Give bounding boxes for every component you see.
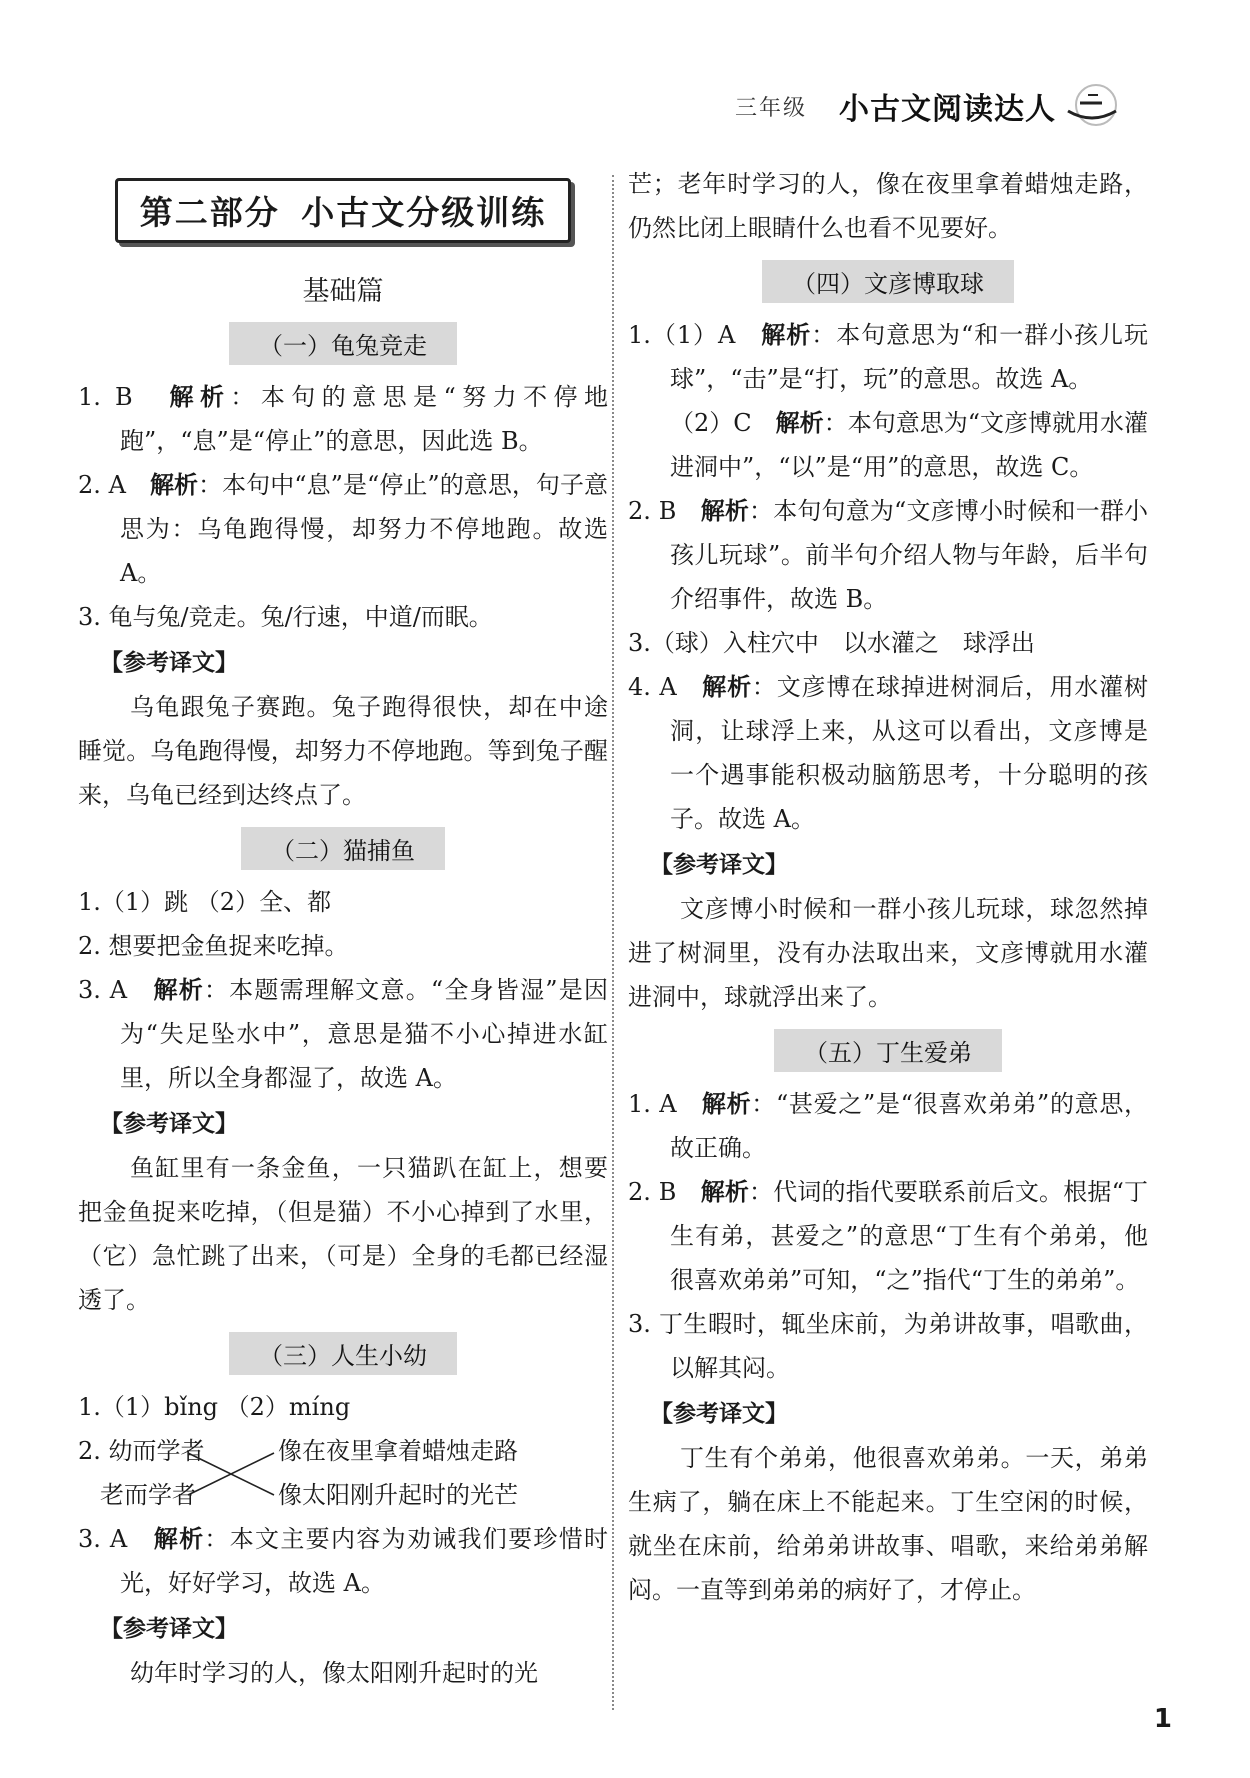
page-number: 1 [1153,1704,1172,1734]
left-column [78,170,608,1695]
reference-text: 幼年时学习的人，像太阳刚升起时的光 [130,1659,538,1687]
answer-item: 3.（球）入柱穴中 以水灌之 球浮出 [628,629,1035,657]
reference-text: 丁生有个弟弟，他很喜欢弟弟。一天，弟弟生病了，躺在床上不能起来。丁生空闲的时候，就坐在床前，给弟弟讲故事、唱歌，来给弟弟解闷。一直等到弟弟的病好了，才停止。 [628,1444,1148,1604]
reference-label: 【参考译文】 [100,650,238,676]
right-column [628,170,1148,1612]
grade-label: 三年级 [734,95,807,121]
answer-item: （2）C 解析：本句意思为“文彦博就用水灌进洞中”，“以”是“用”的意思，故选 C。 [670,409,1149,481]
reference-label: 【参考译文】 [100,1616,238,1642]
reference-label: 【参考译文】 [650,1401,788,1427]
answer-item: 3. A 解析：本文主要内容为劝诫我们要珍惜时光，好好学习，故选 A。 [78,1525,609,1597]
section-title-4: （四）文彦博取球 [762,260,1014,303]
matching-answer [78,1429,608,1517]
match-left-1: 2. 幼而学者 [78,1437,205,1465]
answer-item: 4. A 解析：文彦博在球掉进树洞后，用水灌树洞，让球浮上来，从这可以看出，文彦博是一个遇事能积极动脑筋思考，十分聪明的孩子。故选 A。 [628,673,1149,833]
reference-label: 【参考译文】 [650,852,788,878]
match-right-1: 像在夜里拿着蜡烛走路 [278,1437,518,1465]
book-title: 小古文阅读达人 [839,92,1056,127]
answer-item: 2. B 解析：代词的指代要联系前后文。根据“丁生有弟，甚爱之”的意思“丁生有个弟弟，他很喜欢弟弟”可知，“之”指代“丁生的弟弟”。 [628,1178,1149,1294]
answer-item: 1. B 解析：本句的意思是“努力不停地跑”，“息”是“停止”的意思，因此选 B。 [78,383,608,455]
answer-item: 3. 丁生暇时，辄坐床前，为弟讲故事，唱歌曲，以解其闷。 [628,1310,1148,1382]
answer-item: 2. A 解析：本句中“息”是“停止”的意思，句子意思为：乌龟跑得慢，却努力不停地跑。故选 A。 [78,471,609,587]
answer-item: 3. 龟与兔/竞走。兔/行速，中道/而眠。 [78,603,493,631]
section-title-2: （二）猫捕鱼 [241,827,445,870]
section-title-1: （一）龟兔竞走 [229,322,457,365]
part-title-part: 第二部分 [139,193,280,232]
section-title-3: （三）人生小幼 [229,1332,457,1375]
page-header [735,78,1120,134]
part-title-name: 小古文分级训练 [301,193,547,232]
basic-section-title: 基础篇 [302,276,384,307]
answer-item: 1.（1）bǐng （2）míng [78,1393,351,1421]
reference-text-continued: 芒；老年时学习的人，像在夜里拿着蜡烛走路，仍然比闭上眼睛什么也看不见要好。 [628,170,1148,242]
answer-item: 1. A 解析：“甚爱之”是“很喜欢弟弟”的意思，故正确。 [628,1090,1149,1162]
match-lines-icon [186,1429,278,1517]
answer-item: 2. B 解析：本句句意为“文彦博小时候和一群小孩儿玩球”。前半句介绍人物与年龄，后半句介绍事件，故选 B。 [628,497,1149,613]
boat-logo-icon [1062,81,1120,131]
match-left-2: 老而学者 [100,1481,196,1509]
reference-text: 乌龟跟兔子赛跑。兔子跑得很快，却在中途睡觉。乌龟跑得慢，却努力不停地跑。等到兔子醒来，乌龟已经到达终点了。 [78,693,608,809]
part-title [115,178,572,243]
reference-text: 文彦博小时候和一群小孩儿玩球，球忽然掉进了树洞里，没有办法取出来，文彦博就用水灌进洞中，球就浮出来了。 [628,895,1148,1011]
match-right-2: 像太阳刚升起时的光芒 [278,1481,518,1509]
answer-item: 2. 想要把金鱼捉来吃掉。 [78,932,349,960]
answer-item: 3. A 解析：本题需理解文意。“全身皆湿”是因为“失足坠水中”，意思是猫不小心掉进水缸里，所以全身都湿了，故选 A。 [78,976,608,1092]
section-title-5: （五）丁生爱弟 [774,1029,1002,1072]
reference-label: 【参考译文】 [100,1111,238,1137]
answer-item: 1.（1）A 解析：本句意思为“和一群小孩儿玩球”，“击”是“打，玩”的意思。故选 A。 [628,321,1149,393]
column-divider [612,175,614,1710]
answer-item: 1.（1）跳 （2）全、都 [78,888,332,916]
reference-text: 鱼缸里有一条金鱼，一只猫趴在缸上，想要把金鱼捉来吃掉，（但是猫）不小心掉到了水里，（它）急忙跳了出来，（可是）全身的毛都已经湿透了。 [78,1154,608,1314]
